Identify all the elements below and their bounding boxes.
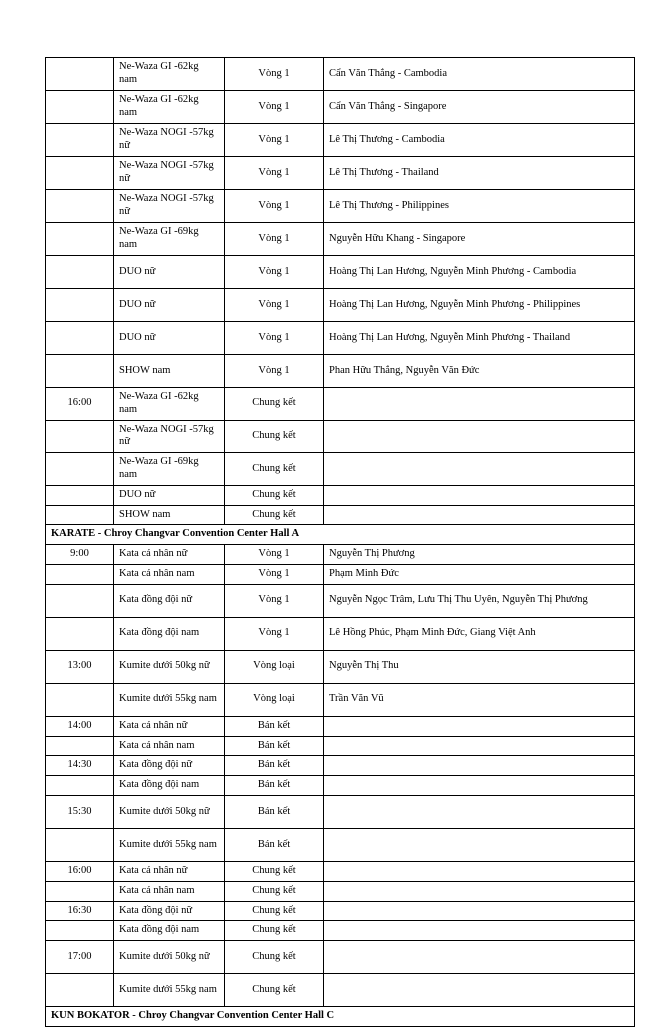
cell-athletes bbox=[324, 716, 635, 736]
table-row bbox=[46, 485, 635, 505]
cell-time bbox=[46, 881, 114, 901]
cell-athletes bbox=[324, 974, 635, 1007]
cell-athletes: Lê Hồng Phúc, Phạm Minh Đức, Giang Việt Anh bbox=[324, 617, 635, 650]
table-row bbox=[46, 157, 635, 190]
cell-round: Chung kết bbox=[225, 921, 324, 941]
cell-event: Ne-Waza NOGI -57kg nữ bbox=[114, 124, 225, 157]
cell-athletes: Phan Hữu Thắng, Nguyễn Văn Đức bbox=[324, 355, 635, 388]
cell-time: 9:00 bbox=[46, 545, 114, 565]
table-row bbox=[46, 756, 635, 776]
table-row bbox=[46, 828, 635, 861]
cell-round: Bán kết bbox=[225, 756, 324, 776]
cell-event: DUO nữ bbox=[114, 289, 225, 322]
competition-schedule-table bbox=[45, 57, 635, 1027]
cell-event: DUO nữ bbox=[114, 322, 225, 355]
table-row bbox=[46, 388, 635, 421]
cell-time bbox=[46, 776, 114, 796]
cell-athletes bbox=[324, 736, 635, 756]
cell-event: Kata đồng đội nam bbox=[114, 617, 225, 650]
cell-event: Kata cá nhân nam bbox=[114, 564, 225, 584]
cell-event: SHOW nam bbox=[114, 355, 225, 388]
cell-event: Kata cá nhân nam bbox=[114, 881, 225, 901]
table-row bbox=[46, 289, 635, 322]
cell-event: Kata cá nhân nam bbox=[114, 736, 225, 756]
table-row bbox=[46, 683, 635, 716]
cell-time bbox=[46, 157, 114, 190]
cell-round: Bán kết bbox=[225, 716, 324, 736]
cell-round: Vòng 1 bbox=[225, 564, 324, 584]
cell-time: 16:30 bbox=[46, 901, 114, 921]
cell-round: Vòng 1 bbox=[225, 256, 324, 289]
cell-time bbox=[46, 355, 114, 388]
cell-round: Vòng 1 bbox=[225, 289, 324, 322]
cell-athletes: Hoàng Thị Lan Hương, Nguyễn Minh Phương - Philippines bbox=[324, 289, 635, 322]
cell-round: Chung kết bbox=[225, 453, 324, 486]
section-title: KUN BOKATOR - Chroy Changvar Convention Center Hall C bbox=[46, 1007, 635, 1027]
cell-athletes bbox=[324, 485, 635, 505]
table-row bbox=[46, 901, 635, 921]
cell-athletes bbox=[324, 756, 635, 776]
cell-event: Kata đồng đội nữ bbox=[114, 584, 225, 617]
table-row bbox=[46, 921, 635, 941]
table-row bbox=[46, 941, 635, 974]
cell-athletes bbox=[324, 861, 635, 881]
cell-time: 17:00 bbox=[46, 941, 114, 974]
cell-event: Kumite dưới 50kg nữ bbox=[114, 650, 225, 683]
cell-event: Kata cá nhân nữ bbox=[114, 716, 225, 736]
cell-event: Kata đồng đội nam bbox=[114, 921, 225, 941]
cell-round: Vòng 1 bbox=[225, 58, 324, 91]
cell-round: Vòng 1 bbox=[225, 584, 324, 617]
cell-round: Chung kết bbox=[225, 861, 324, 881]
cell-athletes: Nguyễn Thị Thu bbox=[324, 650, 635, 683]
cell-event: Ne-Waza GI -62kg nam bbox=[114, 58, 225, 91]
cell-time bbox=[46, 289, 114, 322]
cell-event: Ne-Waza GI -62kg nam bbox=[114, 91, 225, 124]
cell-time bbox=[46, 58, 114, 91]
cell-round: Chung kết bbox=[225, 485, 324, 505]
cell-time: 14:30 bbox=[46, 756, 114, 776]
cell-event: Kumite dưới 55kg nam bbox=[114, 828, 225, 861]
cell-round: Bán kết bbox=[225, 795, 324, 828]
cell-athletes bbox=[324, 388, 635, 421]
table-row bbox=[46, 716, 635, 736]
cell-round: Vòng 1 bbox=[225, 91, 324, 124]
cell-athletes: Cẩn Văn Thắng - Singapore bbox=[324, 91, 635, 124]
cell-time bbox=[46, 420, 114, 453]
schedule-section-row bbox=[46, 525, 635, 545]
table-row bbox=[46, 617, 635, 650]
cell-athletes bbox=[324, 881, 635, 901]
cell-round: Vòng loại bbox=[225, 650, 324, 683]
table-row bbox=[46, 124, 635, 157]
cell-event: Kata đồng đội nữ bbox=[114, 901, 225, 921]
schedule-sheet bbox=[45, 57, 590, 1027]
cell-athletes bbox=[324, 795, 635, 828]
cell-round: Vòng loại bbox=[225, 683, 324, 716]
cell-time bbox=[46, 91, 114, 124]
cell-time bbox=[46, 453, 114, 486]
cell-athletes bbox=[324, 828, 635, 861]
cell-round: Vòng 1 bbox=[225, 124, 324, 157]
cell-event: Kumite dưới 55kg nam bbox=[114, 974, 225, 1007]
cell-round: Chung kết bbox=[225, 974, 324, 1007]
table-row bbox=[46, 564, 635, 584]
cell-round: Bán kết bbox=[225, 776, 324, 796]
table-row bbox=[46, 58, 635, 91]
cell-time bbox=[46, 564, 114, 584]
table-row bbox=[46, 256, 635, 289]
cell-time bbox=[46, 921, 114, 941]
cell-event: Ne-Waza GI -69kg nam bbox=[114, 223, 225, 256]
cell-round: Vòng 1 bbox=[225, 322, 324, 355]
table-row bbox=[46, 795, 635, 828]
cell-event: Ne-Waza NOGI -57kg nữ bbox=[114, 190, 225, 223]
cell-time bbox=[46, 256, 114, 289]
cell-round: Chung kết bbox=[225, 941, 324, 974]
cell-athletes bbox=[324, 776, 635, 796]
cell-round: Chung kết bbox=[225, 420, 324, 453]
cell-event: Ne-Waza NOGI -57kg nữ bbox=[114, 420, 225, 453]
cell-athletes bbox=[324, 921, 635, 941]
table-row bbox=[46, 420, 635, 453]
cell-athletes bbox=[324, 901, 635, 921]
cell-event: Ne-Waza GI -69kg nam bbox=[114, 453, 225, 486]
cell-event: Kumite dưới 50kg nữ bbox=[114, 941, 225, 974]
cell-time bbox=[46, 974, 114, 1007]
cell-event: SHOW nam bbox=[114, 505, 225, 525]
cell-athletes: Lê Thị Thương - Philippines bbox=[324, 190, 635, 223]
cell-athletes bbox=[324, 505, 635, 525]
cell-athletes bbox=[324, 420, 635, 453]
cell-time bbox=[46, 828, 114, 861]
cell-round: Vòng 1 bbox=[225, 617, 324, 650]
cell-athletes: Hoàng Thị Lan Hương, Nguyễn Minh Phương - Cambodia bbox=[324, 256, 635, 289]
cell-event: Kumite dưới 50kg nữ bbox=[114, 795, 225, 828]
cell-event: Ne-Waza GI -62kg nam bbox=[114, 388, 225, 421]
schedule-section-row bbox=[46, 1007, 635, 1027]
cell-athletes: Cẩn Văn Thắng - Cambodia bbox=[324, 58, 635, 91]
table-row bbox=[46, 776, 635, 796]
cell-time bbox=[46, 683, 114, 716]
cell-athletes: Lê Thị Thương - Thailand bbox=[324, 157, 635, 190]
cell-round: Bán kết bbox=[225, 828, 324, 861]
schedule-table-body bbox=[46, 58, 635, 1027]
cell-time bbox=[46, 584, 114, 617]
cell-round: Chung kết bbox=[225, 505, 324, 525]
cell-event: DUO nữ bbox=[114, 485, 225, 505]
cell-round: Vòng 1 bbox=[225, 355, 324, 388]
cell-athletes: Nguyễn Hữu Khang - Singapore bbox=[324, 223, 635, 256]
cell-round: Chung kết bbox=[225, 901, 324, 921]
table-row bbox=[46, 736, 635, 756]
cell-event: Kata đồng đội nam bbox=[114, 776, 225, 796]
cell-event: DUO nữ bbox=[114, 256, 225, 289]
cell-event: Kata cá nhân nữ bbox=[114, 861, 225, 881]
cell-time bbox=[46, 190, 114, 223]
cell-athletes: Nguyễn Thị Phương bbox=[324, 545, 635, 565]
cell-athletes: Trần Văn Vũ bbox=[324, 683, 635, 716]
cell-event: Kata cá nhân nữ bbox=[114, 545, 225, 565]
cell-event: Ne-Waza NOGI -57kg nữ bbox=[114, 157, 225, 190]
table-row bbox=[46, 453, 635, 486]
cell-time bbox=[46, 322, 114, 355]
table-row bbox=[46, 650, 635, 683]
cell-round: Chung kết bbox=[225, 388, 324, 421]
table-row bbox=[46, 190, 635, 223]
cell-round: Vòng 1 bbox=[225, 157, 324, 190]
cell-time bbox=[46, 124, 114, 157]
cell-round: Bán kết bbox=[225, 736, 324, 756]
cell-athletes bbox=[324, 453, 635, 486]
table-row bbox=[46, 322, 635, 355]
cell-time: 16:00 bbox=[46, 388, 114, 421]
cell-athletes: Nguyễn Ngọc Trâm, Lưu Thị Thu Uyên, Nguyễn Thị Phương bbox=[324, 584, 635, 617]
table-row bbox=[46, 223, 635, 256]
table-row bbox=[46, 505, 635, 525]
cell-round: Chung kết bbox=[225, 881, 324, 901]
cell-round: Vòng 1 bbox=[225, 190, 324, 223]
cell-athletes: Lê Thị Thương - Cambodia bbox=[324, 124, 635, 157]
table-row bbox=[46, 584, 635, 617]
cell-athletes: Phạm Minh Đức bbox=[324, 564, 635, 584]
table-row bbox=[46, 974, 635, 1007]
cell-time bbox=[46, 485, 114, 505]
cell-time bbox=[46, 505, 114, 525]
table-row bbox=[46, 861, 635, 881]
table-row bbox=[46, 91, 635, 124]
cell-athletes: Hoàng Thị Lan Hương, Nguyễn Minh Phương - Thailand bbox=[324, 322, 635, 355]
cell-time: 13:00 bbox=[46, 650, 114, 683]
section-title: KARATE - Chroy Changvar Convention Center Hall A bbox=[46, 525, 635, 545]
table-row bbox=[46, 355, 635, 388]
cell-round: Vòng 1 bbox=[225, 223, 324, 256]
cell-time bbox=[46, 617, 114, 650]
cell-time: 14:00 bbox=[46, 716, 114, 736]
cell-time: 15:30 bbox=[46, 795, 114, 828]
cell-time: 16:00 bbox=[46, 861, 114, 881]
table-row bbox=[46, 881, 635, 901]
cell-round: Vòng 1 bbox=[225, 545, 324, 565]
cell-time bbox=[46, 223, 114, 256]
cell-time bbox=[46, 736, 114, 756]
cell-event: Kata đồng đội nữ bbox=[114, 756, 225, 776]
cell-event: Kumite dưới 55kg nam bbox=[114, 683, 225, 716]
cell-athletes bbox=[324, 941, 635, 974]
table-row bbox=[46, 545, 635, 565]
